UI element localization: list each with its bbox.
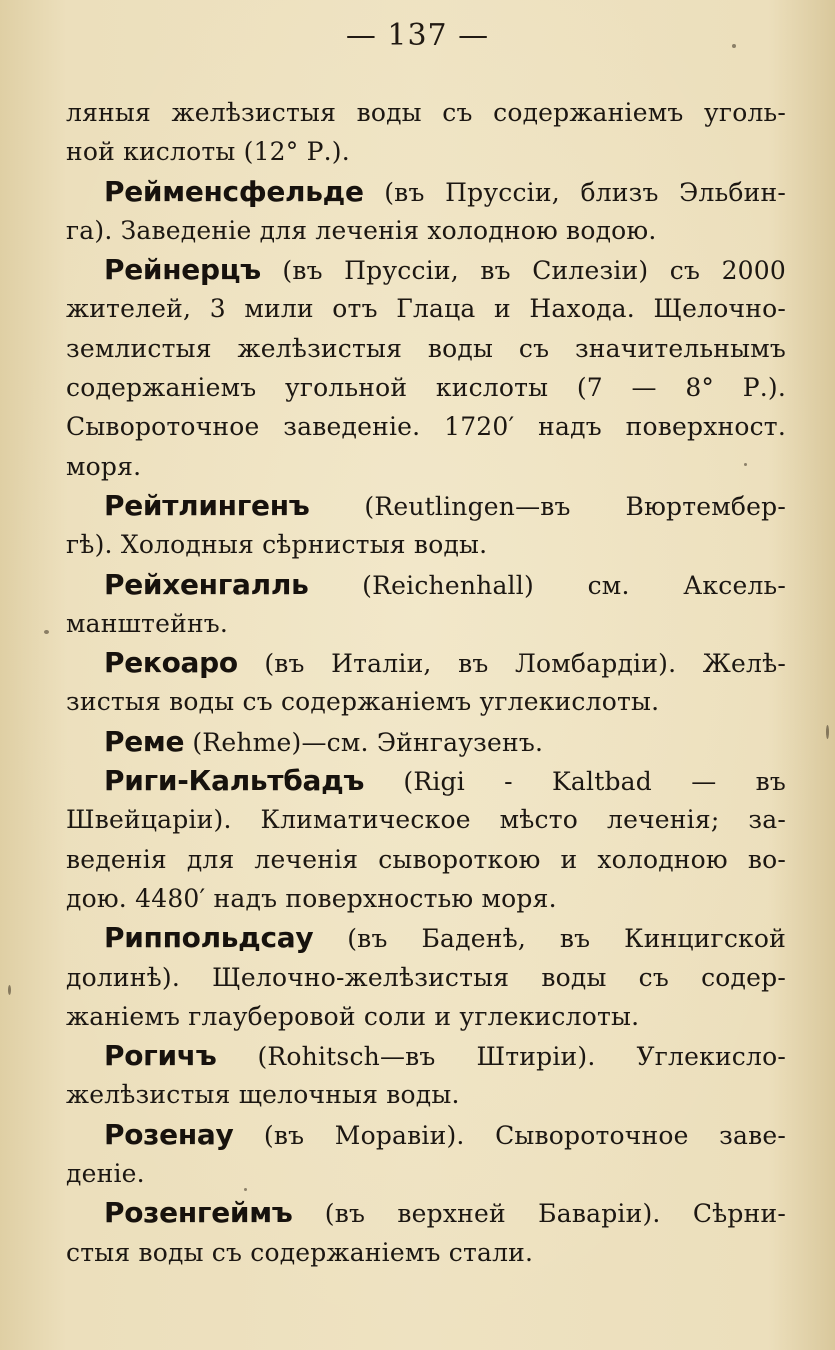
text-line bbox=[66, 997, 786, 1036]
text-line bbox=[66, 800, 786, 839]
entry-text: га). Заведеніе для леченія холодною водою. bbox=[66, 215, 657, 245]
entry-text: жаніемъ глауберовой соли и углекислоты. bbox=[66, 1001, 640, 1031]
text-line bbox=[66, 722, 786, 761]
entry-headword: Риппольдсау bbox=[104, 921, 314, 955]
text-line bbox=[66, 1233, 786, 1272]
text-line bbox=[66, 289, 786, 328]
entry-text: (въ Пруссіи, въ Силезіи) съ 2000 bbox=[260, 256, 786, 286]
text-line bbox=[66, 447, 786, 486]
text-line bbox=[66, 682, 786, 721]
entry-text: (Reichenhall) см. Аксель- bbox=[308, 570, 786, 600]
text-line bbox=[66, 329, 786, 368]
entry-text: моря. bbox=[66, 451, 142, 481]
text-line bbox=[66, 211, 786, 250]
text-line bbox=[66, 1115, 786, 1154]
text-line bbox=[66, 565, 786, 604]
entry-text: веденія для леченія сывороткою и холодною во- bbox=[66, 844, 786, 874]
entry-text: землистыя желѣзистыя воды съ значительнымъ bbox=[66, 333, 786, 363]
text-line bbox=[66, 368, 786, 407]
print-speck bbox=[44, 630, 49, 634]
entry-text: (Rigi - Kaltbad — въ bbox=[364, 767, 786, 797]
text-line bbox=[66, 761, 786, 800]
entry-headword: Реме bbox=[104, 724, 185, 758]
entry-text: (въ Пруссіи, близъ Эльбин- bbox=[363, 177, 786, 207]
text-body bbox=[66, 93, 786, 1272]
text-line bbox=[66, 407, 786, 446]
entry-text: (въ Италіи, въ Ломбардіи). Желѣ- bbox=[237, 649, 786, 679]
entry-headword: Рейменсфельде bbox=[104, 174, 364, 208]
entry-text: жителей, 3 мили отъ Глаца и Находа. Щелочно- bbox=[66, 294, 786, 324]
entry-text: долинѣ). Щелочно-желѣзистыя воды съ содер- bbox=[66, 962, 786, 992]
entry-text: ной кислоты (12° Р.). bbox=[66, 137, 350, 167]
entry-text: зистыя воды съ содержаніемъ углекислоты. bbox=[66, 687, 660, 717]
entry-text: (въ верхней Баваріи). Сѣрни- bbox=[292, 1199, 786, 1229]
entry-text: Сывороточное заведеніе. 1720′ надъ поверхност. bbox=[66, 412, 786, 442]
text-line bbox=[66, 1036, 786, 1075]
text-line bbox=[66, 879, 786, 918]
entry-text: дою. 4480′ надъ поверхностью моря. bbox=[66, 883, 557, 913]
print-speck bbox=[244, 1188, 247, 1191]
print-speck bbox=[826, 725, 829, 739]
print-speck bbox=[744, 463, 747, 466]
text-line bbox=[66, 93, 786, 132]
text-line bbox=[66, 1075, 786, 1114]
text-line bbox=[66, 918, 786, 957]
text-line bbox=[66, 643, 786, 682]
entry-headword: Рейтлингенъ bbox=[104, 488, 310, 522]
entry-text: (Rohitsch—въ Штиріи). Углекисло- bbox=[216, 1042, 786, 1072]
entry-headword: Розенгеймъ bbox=[104, 1196, 293, 1230]
entry-text: стыя воды съ содержаніемъ стали. bbox=[66, 1237, 534, 1267]
entry-text: желѣзистыя щелочныя воды. bbox=[66, 1080, 460, 1110]
entry-headword: Рогичъ bbox=[104, 1039, 217, 1073]
entry-text: (въ Баденѣ, въ Кинцигской bbox=[313, 924, 786, 954]
entry-text: Швейцаріи). Климатическое мѣсто леченія; за- bbox=[66, 805, 786, 835]
text-line bbox=[66, 1193, 786, 1232]
page-number: — 137 — bbox=[345, 18, 490, 53]
entry-text: (Rehme)—см. Эйнгаузенъ. bbox=[184, 727, 544, 757]
text-line bbox=[66, 1154, 786, 1193]
text-line bbox=[66, 840, 786, 879]
text-line bbox=[66, 958, 786, 997]
entry-headword: Рекоаро bbox=[104, 646, 238, 680]
text-line bbox=[66, 525, 786, 564]
entry-headword: Рейхенгалль bbox=[104, 567, 309, 601]
entry-text: гѣ). Холодныя сѣрнистыя воды. bbox=[66, 530, 488, 560]
entry-headword: Розенау bbox=[104, 1117, 234, 1151]
entry-text: ляныя желѣзистыя воды съ содержаніемъ уголь- bbox=[66, 98, 786, 127]
entry-text: содержаніемъ угольной кислоты (7 — 8° Р.). bbox=[66, 373, 786, 403]
text-line bbox=[66, 486, 786, 525]
entry-text: (Reutlingen—въ Вюртембер- bbox=[309, 491, 786, 521]
entry-text: манштейнъ. bbox=[66, 608, 229, 638]
entry-headword: Риги-Кальтбадъ bbox=[104, 764, 365, 798]
entry-headword: Рейнерцъ bbox=[104, 253, 261, 287]
print-speck bbox=[732, 44, 736, 48]
print-speck bbox=[8, 985, 11, 995]
text-line bbox=[66, 604, 786, 643]
entry-text: (въ Моравіи). Сывороточное заве- bbox=[233, 1120, 786, 1150]
entry-text: деніе. bbox=[66, 1159, 145, 1189]
text-line bbox=[66, 250, 786, 289]
text-line bbox=[66, 132, 786, 171]
text-line bbox=[66, 172, 786, 211]
